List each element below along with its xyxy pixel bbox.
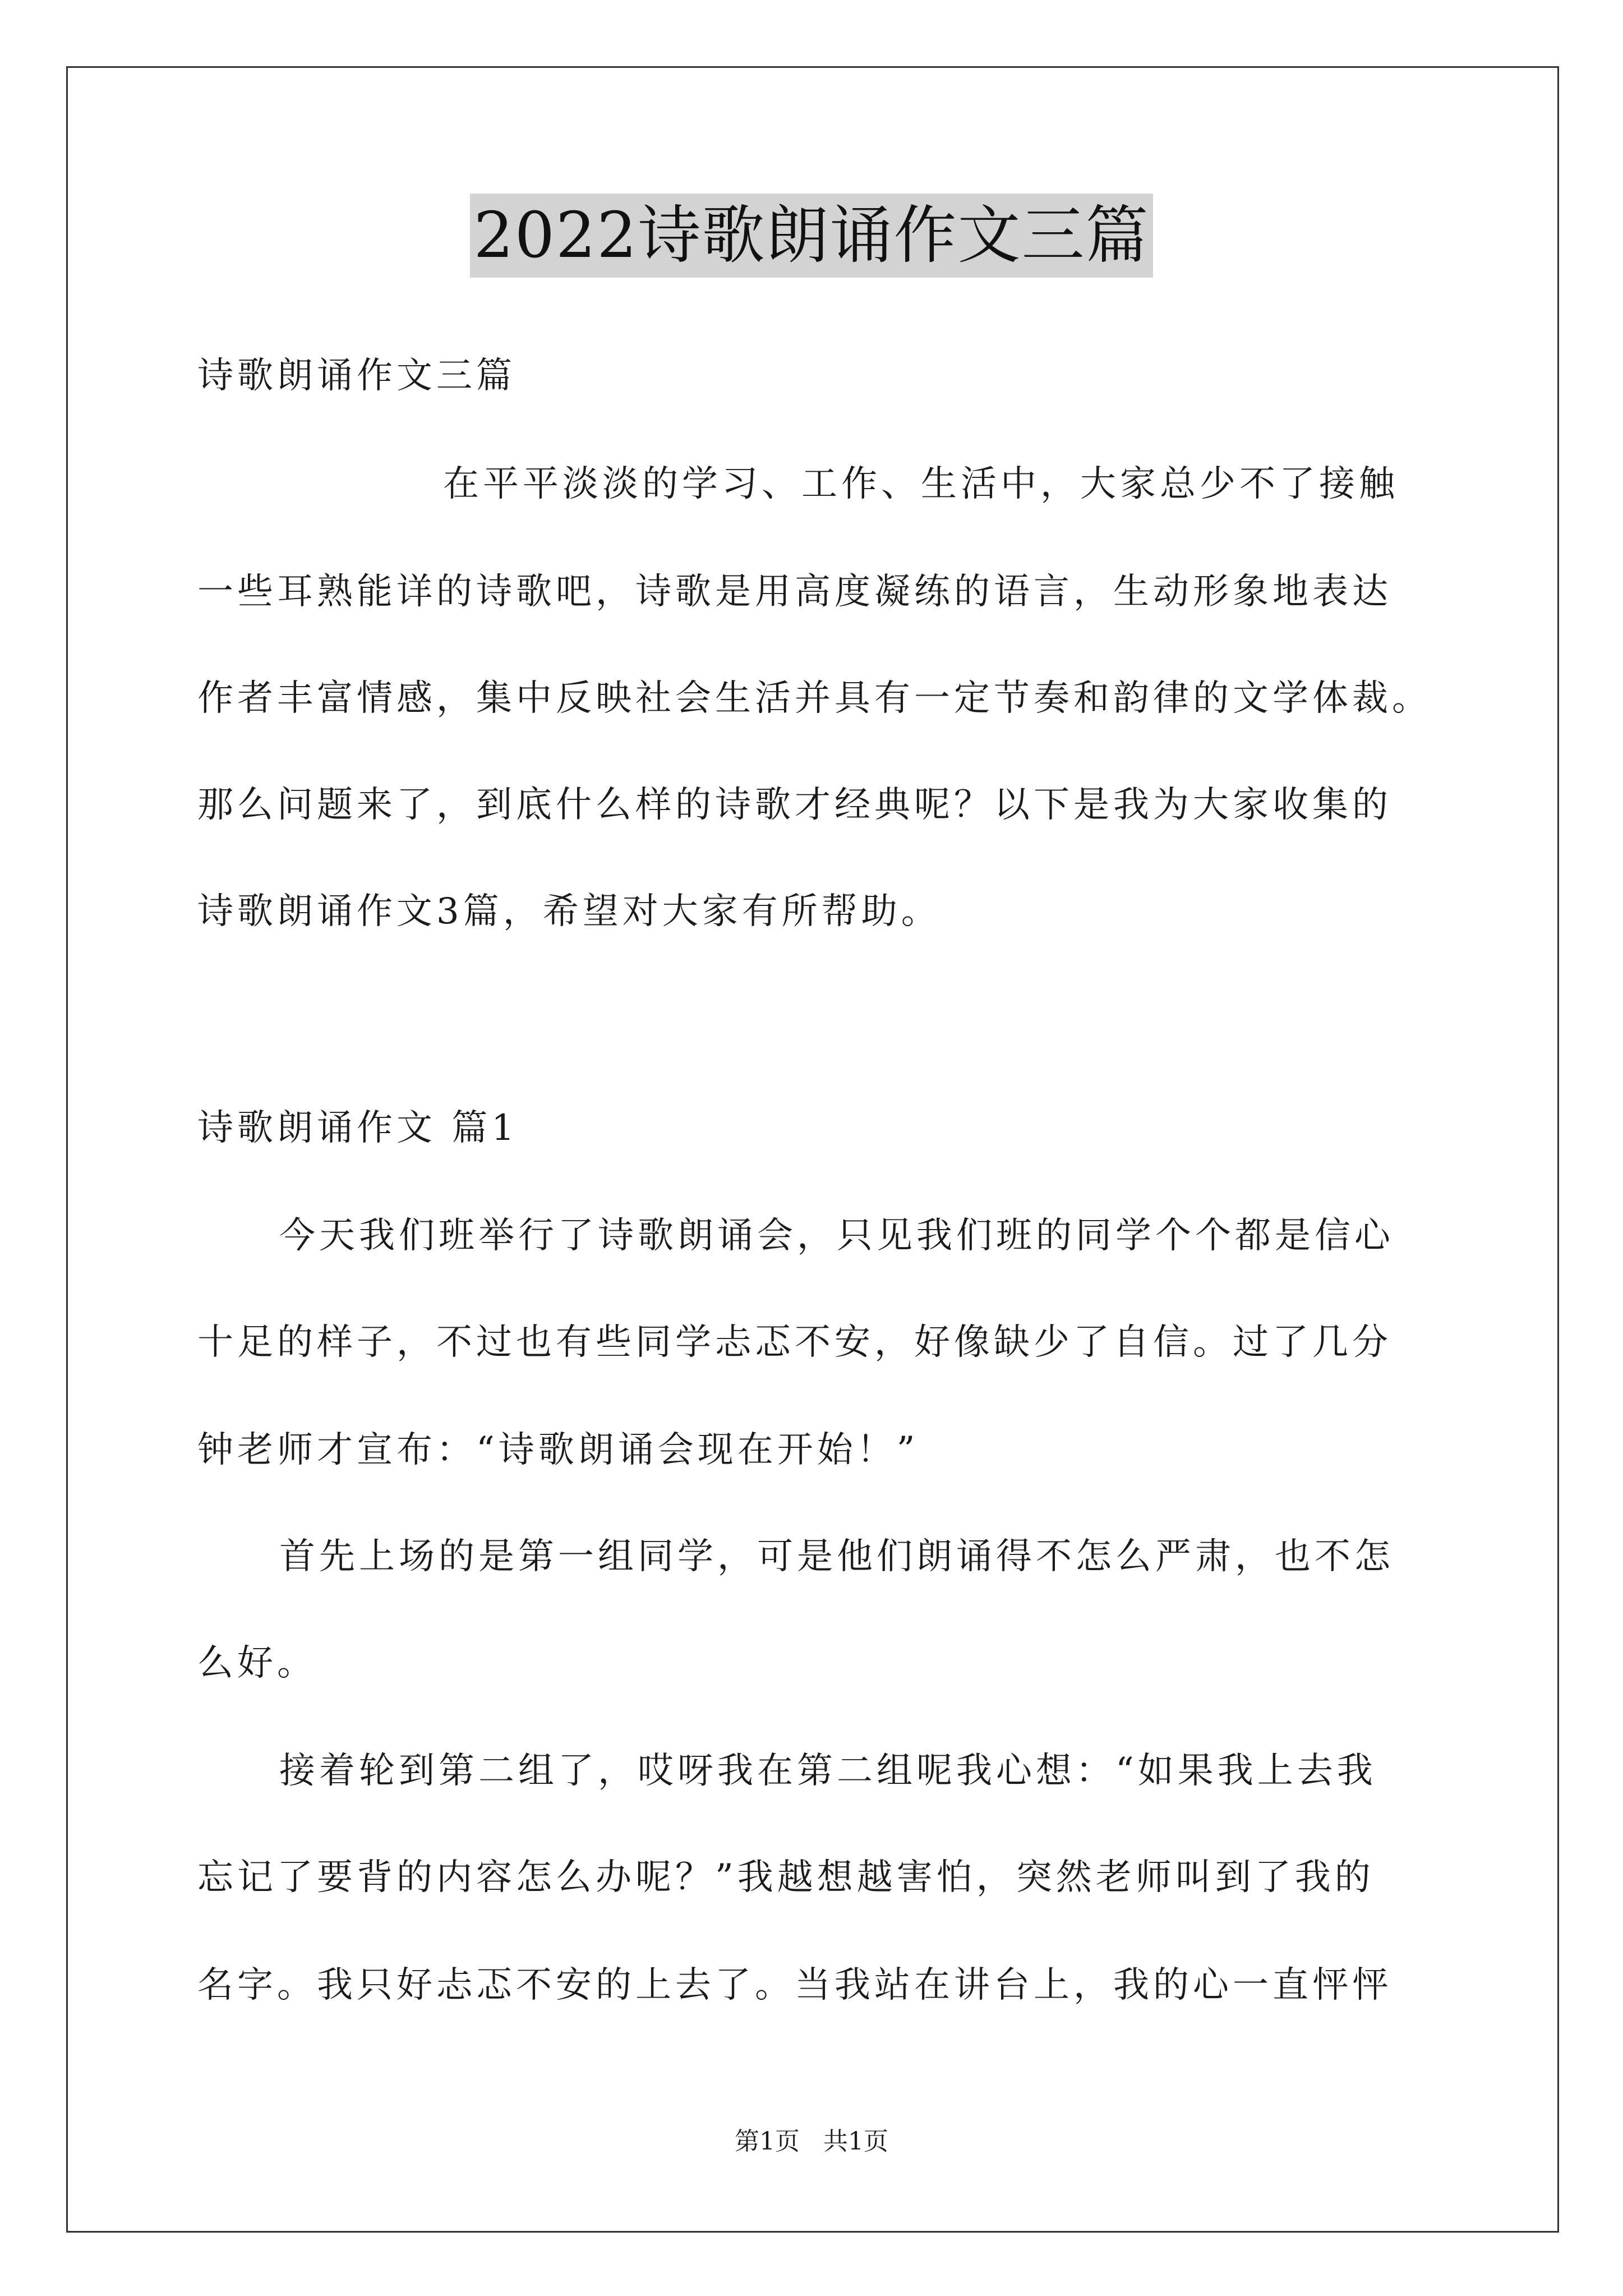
title-container	[0, 194, 1623, 278]
intro-line-4: 那么问题来了，到底什么样的诗歌才经典呢？以下是我为大家收集的	[197, 784, 1392, 826]
paragraph-line-7: 忘记了要背的内容怎么办呢？”我越想越害怕，突然老师叫到了我的	[197, 1857, 1375, 1898]
intro-line-3: 作者丰富情感，集中反映社会生活并具有一定节奏和韵律的文学体裁。	[197, 678, 1432, 719]
paragraph-line-1: 今天我们班举行了诗歌朗诵会，只见我们班的同学个个都是信心	[279, 1215, 1394, 1257]
paragraph-line-8: 名字。我只好忐忑不安的上去了。当我站在讲台上，我的心一直怦怦	[197, 1964, 1392, 2006]
paragraph-line-6: 接着轮到第二组了，哎呀我在第二组呢我心想：“如果我上去我	[279, 1750, 1377, 1792]
paragraph-line-4: 首先上场的是第一组同学，可是他们朗诵得不怎么严肃，也不怎	[279, 1536, 1394, 1577]
document-subtitle: 诗歌朗诵作文三篇	[197, 355, 516, 397]
document-title: 2022诗歌朗诵作文三篇	[470, 194, 1152, 278]
intro-line-5: 诗歌朗诵作文3篇，希望对大家有所帮助。	[197, 891, 941, 932]
intro-line-1: 在平平淡淡的学习、工作、生活中，大家总少不了接触	[443, 463, 1399, 505]
paragraph-line-3: 钟老师才宣布：“诗歌朗诵会现在开始！”	[197, 1429, 919, 1471]
paragraph-line-2: 十足的样子，不过也有些同学忐忑不安，好像缺少了自信。过了几分	[197, 1322, 1392, 1363]
intro-line-2: 一些耳熟能详的诗歌吧，诗歌是用高度凝练的语言，生动形象地表达	[197, 571, 1392, 613]
page-number-footer: 第1页 共1页	[735, 2127, 888, 2156]
paragraph-line-5: 么好。	[197, 1642, 317, 1684]
section-heading: 诗歌朗诵作文 篇1	[197, 1107, 519, 1149]
